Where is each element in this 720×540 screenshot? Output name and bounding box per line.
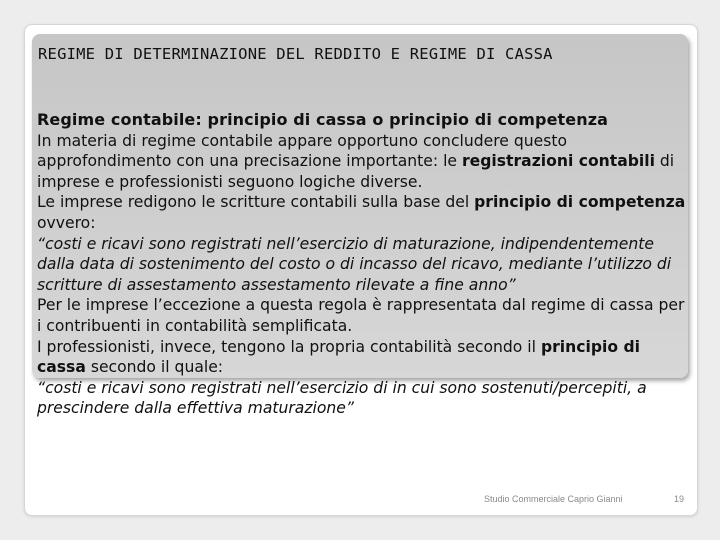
paragraph-2-text: Le imprese redigono le scritture contabili sulla base del <box>37 193 475 212</box>
paragraph-1 <box>37 131 687 193</box>
quote-competenza <box>37 234 687 296</box>
quote-cassa <box>37 378 687 419</box>
paragraph-2-tail: ovvero: <box>37 213 96 232</box>
quote-competenza-text: “costi e ricavi sono registrati nell’esercizio di maturazione, indipendentemente dalla data di sostenimento del costo o di incasso del ricavo, mediante l’utilizzo di scritture di assestamento assestamento rilevate a fine anno” <box>37 234 672 294</box>
slide-body <box>37 110 687 419</box>
paragraph-4-tail: secondo il quale: <box>85 358 224 377</box>
paragraph-2-bold: principio di competenza <box>474 193 686 212</box>
quote-cassa-text: “costi e ricavi sono registrati nell’esercizio di in cui sono sostenuti/percepiti, a prescindere dalla effettiva maturazione” <box>37 378 647 418</box>
paragraph-1-tail: di imprese e professionisti seguono logiche diverse. <box>37 152 675 191</box>
paragraph-1-bold: registrazioni contabili <box>461 152 655 171</box>
slide-title: REGIME DI DETERMINAZIONE DEL REDDITO E REGIME DI CASSA <box>38 45 553 63</box>
paragraph-4-bold: principio di cassa <box>37 337 640 377</box>
paragraph-4-text: I professionisti, invece, tengono la propria contabilità secondo il <box>37 337 541 356</box>
paragraph-1-text: In materia di regime contabile appare opportuno concludere questo approfondimento con una precisazione importante: le <box>37 131 567 171</box>
page-number: 19 <box>674 494 685 504</box>
paragraph-2 <box>37 192 687 233</box>
footer-source: Studio Commerciale Caprio Gianni <box>484 494 623 504</box>
paragraph-4 <box>37 337 687 378</box>
subheading: Regime contabile: principio di cassa o principio di competenza <box>37 110 609 129</box>
paragraph-3: Per le imprese l’eccezione a questa regola è rappresentata dal regime di cassa per i contribuenti in contabilità semplificata. <box>37 296 685 335</box>
